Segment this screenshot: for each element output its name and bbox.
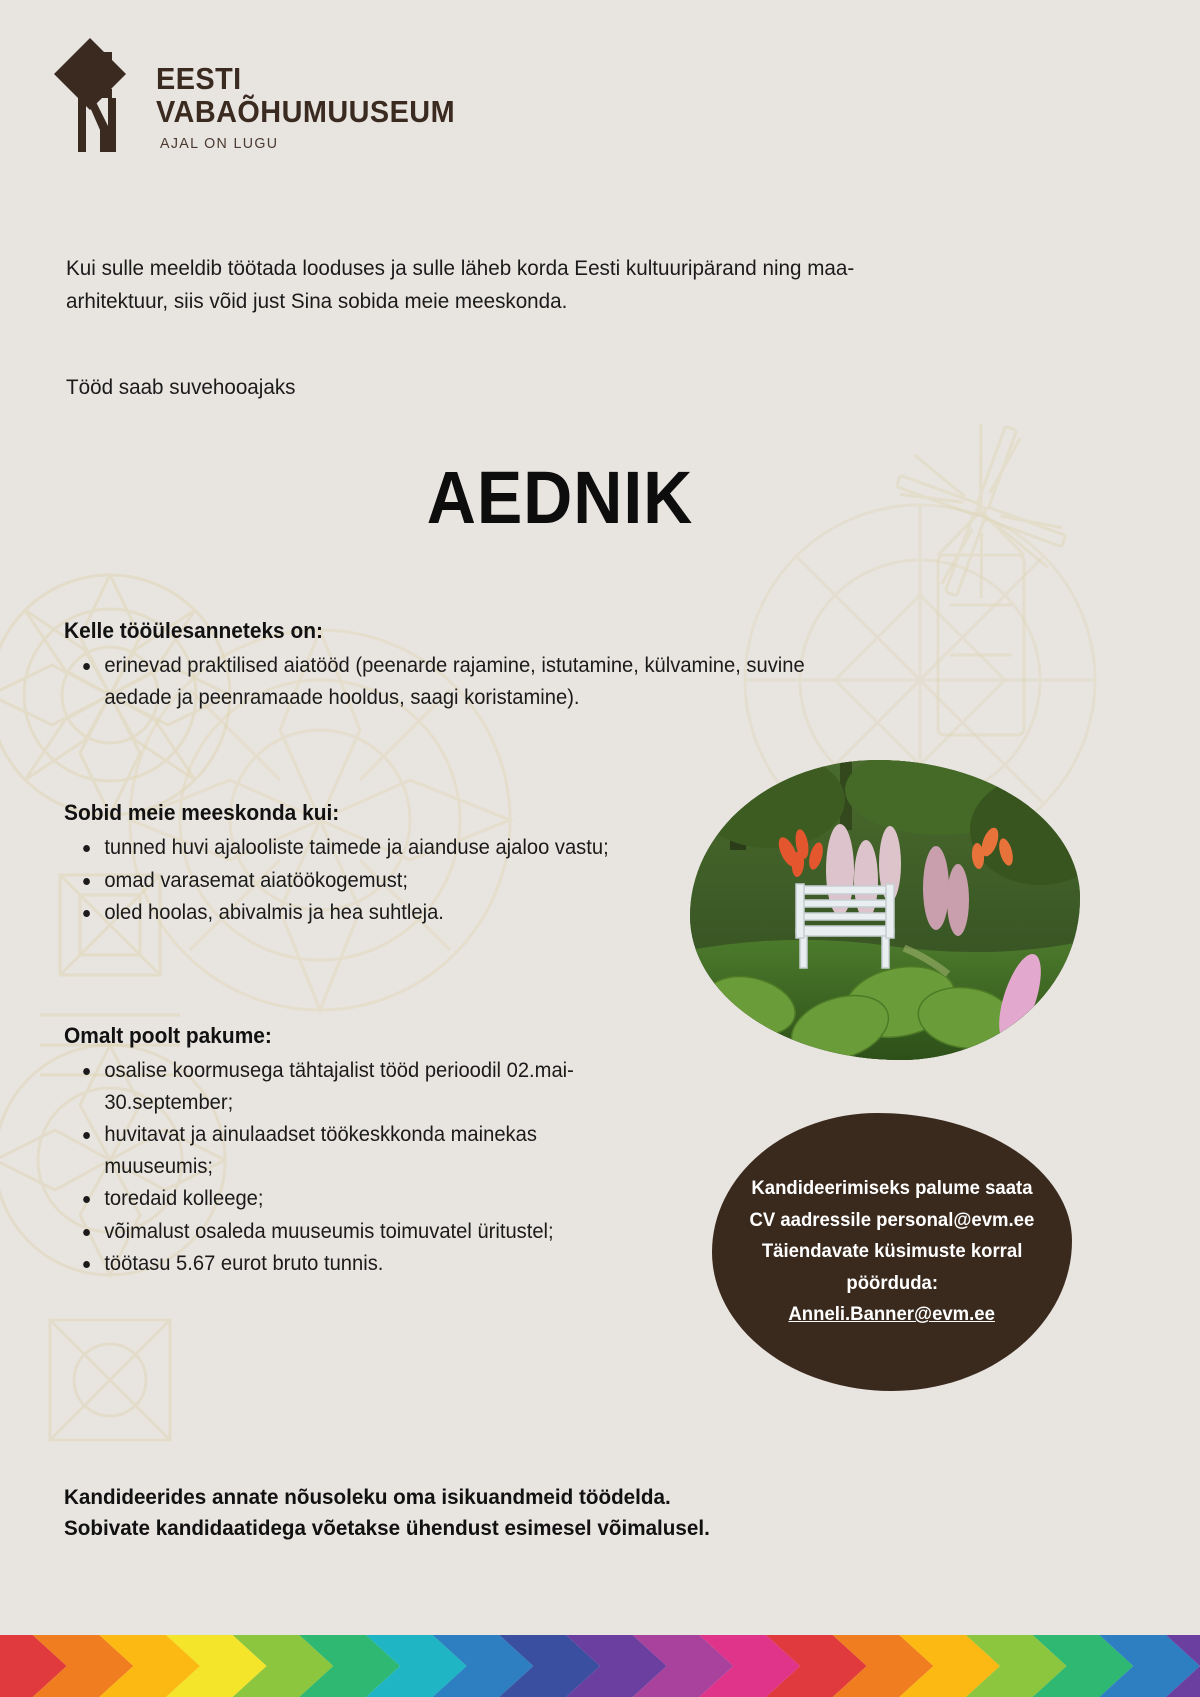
intro-paragraph [66,252,882,317]
logo-line-1: EESTI [156,61,242,96]
section-fit-list [64,832,724,929]
consent-line-2: Sobivate kandidaatidega võetakse ühendust esimesel võimalusel. [64,1516,710,1541]
section-offer-list [64,1055,664,1280]
season-note: Tööd saab suvehooajaks [66,375,296,399]
rainbow-chevron-bar [0,1635,1200,1697]
contact-line-4: pöörduda: [846,1271,938,1294]
consent-statement [64,1482,928,1544]
list-item: võimalust osaleda muuseumis toimuvatel üritustel; [64,1216,640,1248]
section-offer [64,1023,664,1281]
intro-text: Kui sulle meeldib töötada looduses ja sulle läheb korda Eesti kultuuripärand ning maa-arhitektuur, siis võid just Sina sobida meie meeskonda. [66,256,855,313]
logo-line-2: VABAÕHUMUUSEUM [156,94,456,130]
list-item: oled hoolas, abivalmis ja hea suhtleja. [64,897,698,929]
section-tasks-heading: Kelle tööülesanneteks on: [64,618,323,643]
page-title: AEDNIK [426,456,694,539]
contact-line-1: Kandideerimiseks palume saata [751,1177,1033,1200]
section-tasks [64,618,854,714]
contact-line-3: Täiendavate küsimuste korral [761,1240,1023,1263]
contact-callout [712,1113,1072,1391]
list-item: tunned huvi ajalooliste taimede ja aianduse ajaloo vastu; [64,832,698,864]
garden-photo [690,760,1080,1060]
logo-tagline: AJAL ON LUGU [160,135,279,153]
section-offer-heading: Omalt poolt pakume: [64,1023,272,1048]
list-item: osalise koormusega tähtajalist tööd perioodil 02.mai-30.september; [64,1055,640,1118]
consent-line-1: Kandideerides annate nõusoleku oma isikuandmeid töödelda. [64,1485,671,1509]
contact-line-2: CV aadressile personal@evm.ee [749,1208,1035,1231]
list-item: erinevad praktilised aiatööd (peenarde rajamine, istutamine, külvamine, suvine aedade ja peenramaade hooldus, saagi koristamine). [64,650,822,713]
chevron-stripe-graphic [0,1635,1200,1697]
section-fit-heading: Sobid meie meeskonda kui: [64,800,340,825]
museum-logo [52,36,478,154]
list-item: omad varasemat aiatöökogemust; [64,865,698,897]
list-item: töötasu 5.67 eurot bruto tunnis. [64,1248,640,1280]
section-fit [64,800,724,930]
museum-emblem-icon [52,36,134,154]
list-item: huvitavat ja ainulaadset töökeskkonda mainekas muuseumis; [64,1119,640,1182]
garden-photo-illustration [690,760,1080,1060]
list-item: toredaid kolleege; [64,1183,640,1215]
contact-email-link[interactable]: Anneli.Banner@evm.ee [788,1303,996,1326]
section-tasks-list [64,650,854,713]
